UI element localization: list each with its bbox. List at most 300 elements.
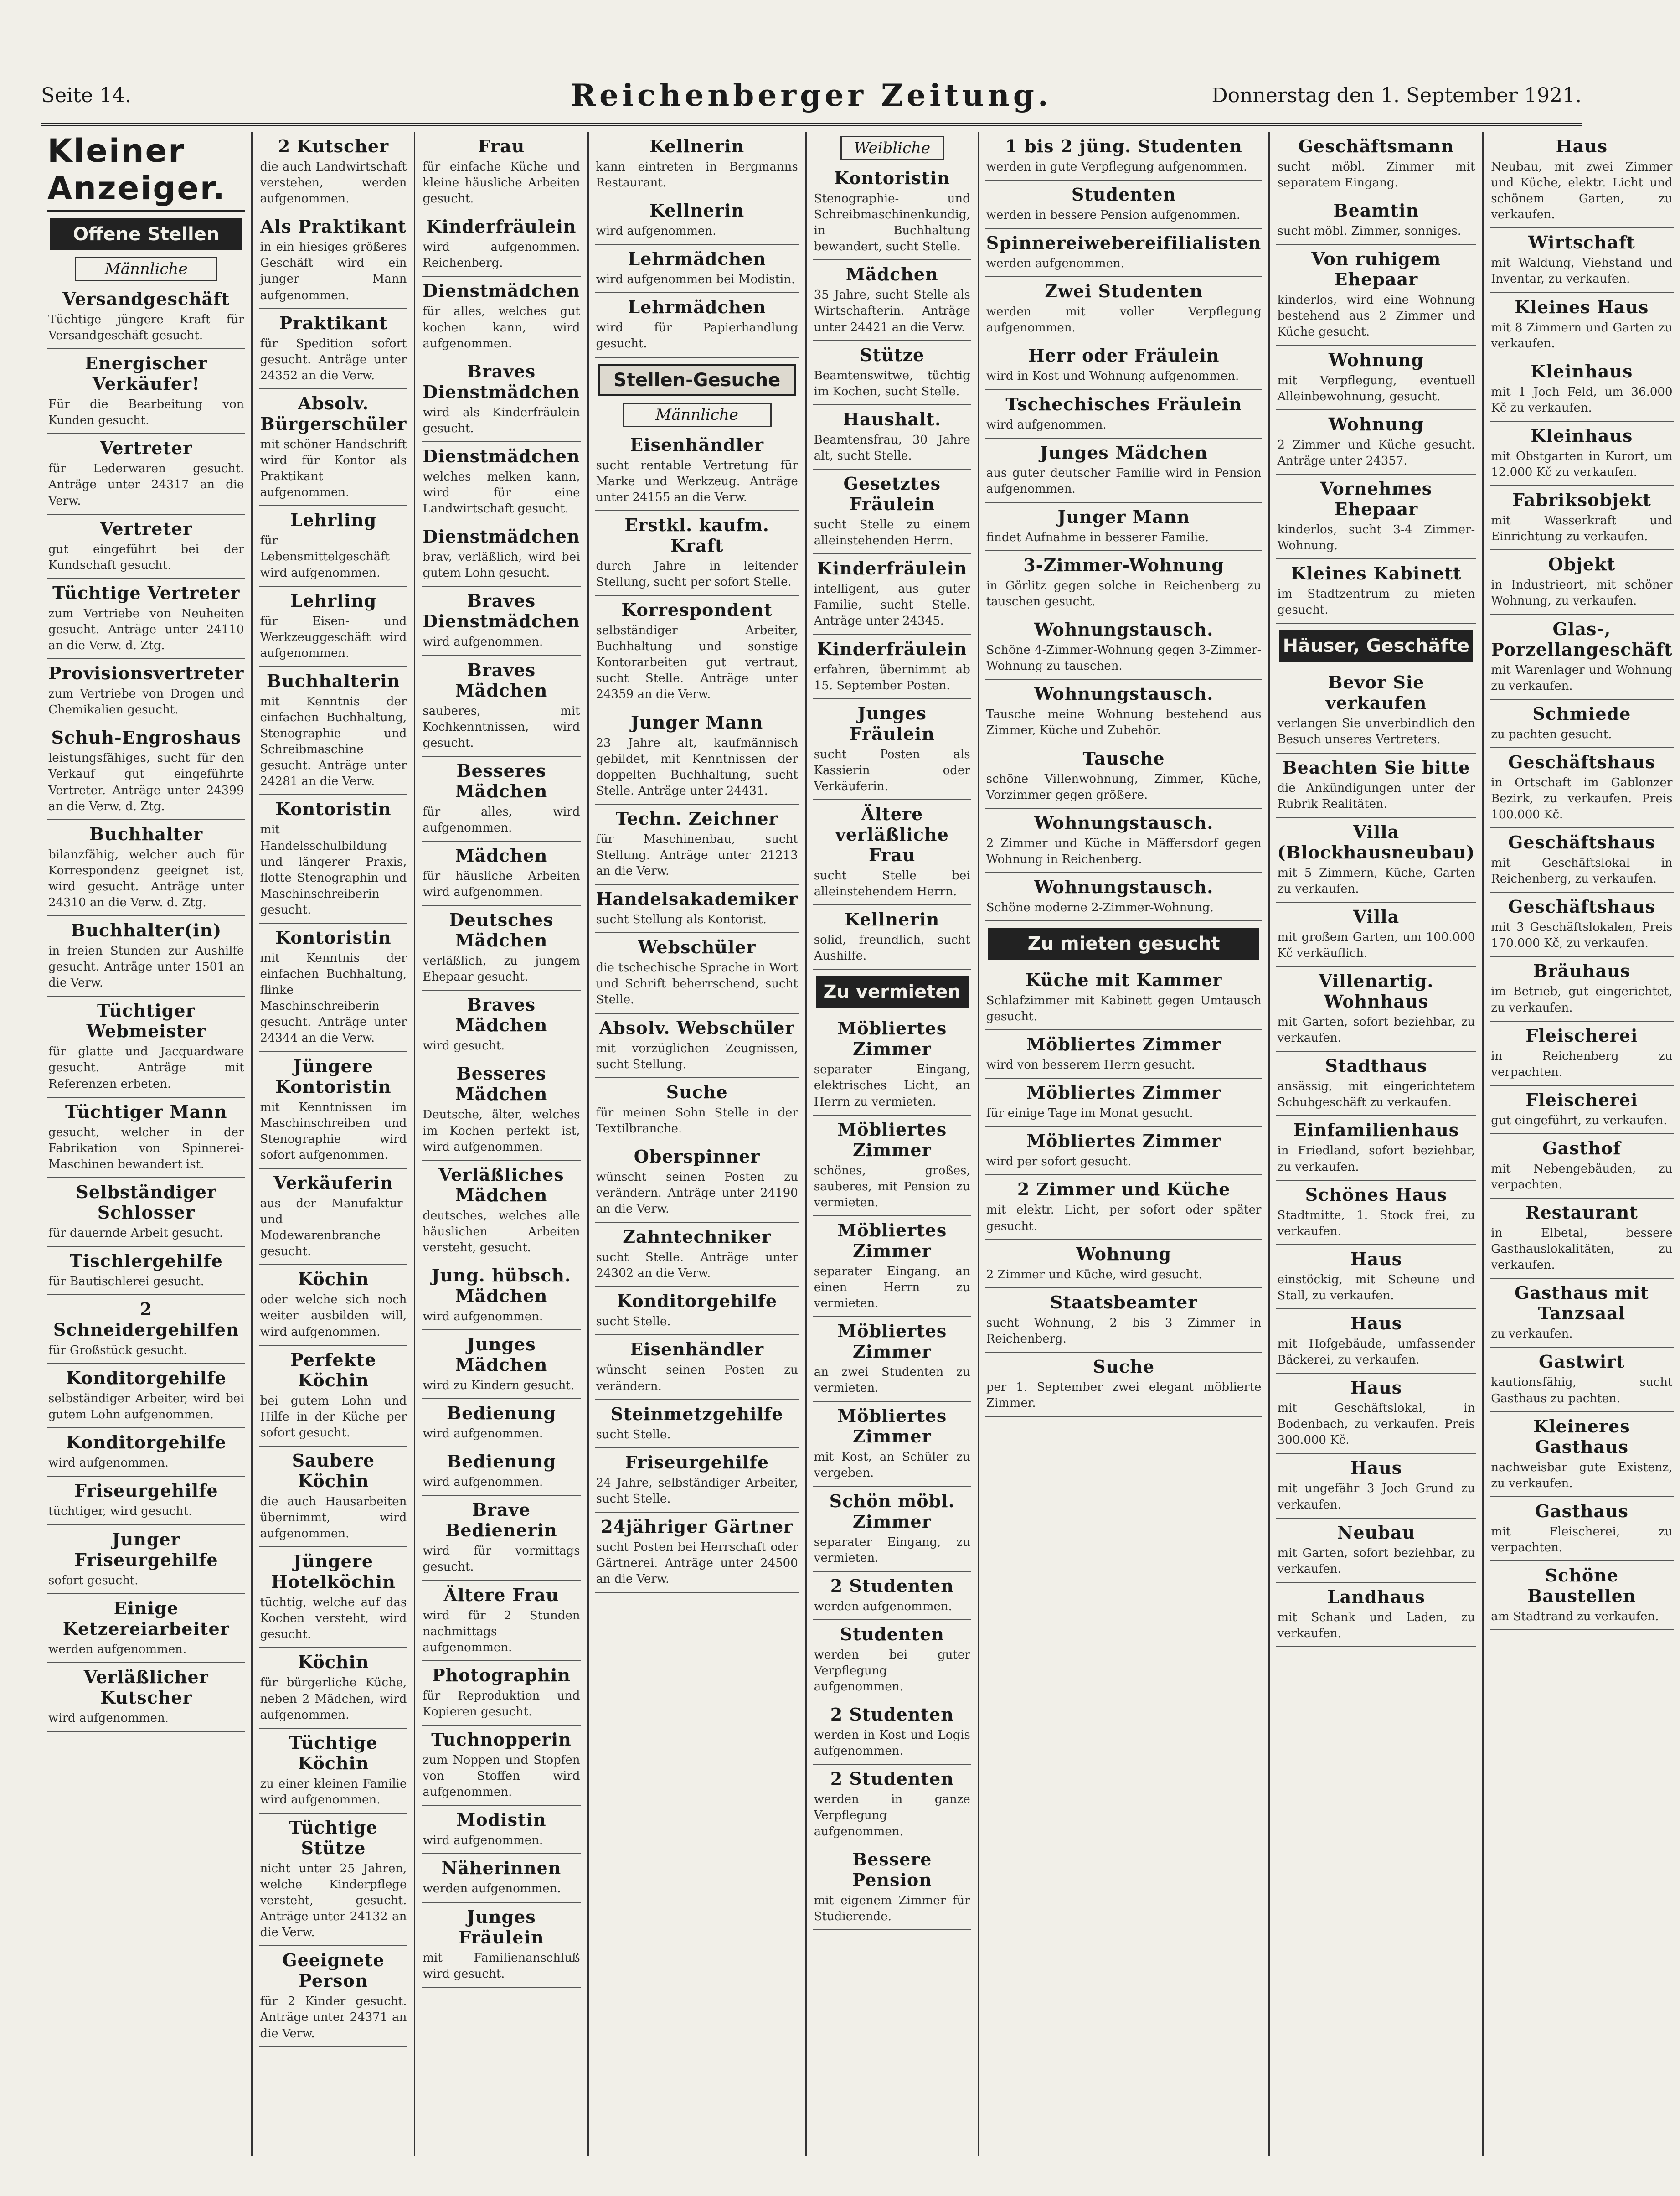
classified-ad (1276, 245, 1476, 346)
ad-text: deutsches, welches alle häuslichen Arbeiten versteht, gesucht. (423, 1209, 580, 1255)
ad-text: sucht Stelle bei alleinstehendem Herrn. (814, 868, 970, 899)
classified-ad (259, 1169, 407, 1265)
ad-text: die auch Landwirtschaft verstehen, werden aufgenommen. (260, 160, 407, 206)
ad-heading: Suche (1093, 1356, 1155, 1377)
classified-ad (813, 1487, 971, 1572)
ad-text: sucht möbl. Zimmer, sonniges. (1277, 224, 1461, 238)
classified-ad (985, 1079, 1263, 1127)
masthead (41, 73, 1582, 126)
ad-heading: Kleineres Gasthaus (1533, 1416, 1630, 1457)
classified-ad (47, 1525, 245, 1594)
ad-heading: Lehrmädchen (628, 248, 766, 269)
ad-text: in Ortschaft im Gablonzer Bezirk, zu verkaufen. Preis 100.000 Kč. (1491, 775, 1673, 822)
section-haeuser-geschaefte: Häuser, Geschäfte (1279, 630, 1473, 662)
classified-ad (47, 1178, 245, 1247)
ad-text: wird für 2 Stunden nachmittags aufgenommen. (423, 1608, 580, 1654)
classified-ad (595, 1078, 799, 1142)
classified-ad (813, 800, 971, 905)
classified-ad (1490, 1022, 1673, 1086)
ad-text: sofort gesucht. (48, 1573, 139, 1587)
classified-ad (985, 966, 1263, 1030)
column-8 (1484, 132, 1680, 2156)
ad-text: leistungsfähiges, sucht für den Verkauf gut eingeführte Vertreter. Anträge unter 24399 an die Verw. d. Ztg. (48, 751, 244, 813)
ad-text: werden aufgenommen. (48, 1642, 187, 1656)
ad-heading: Studenten (1071, 184, 1176, 205)
ad-text: separater Eingang, zu vermieten. (814, 1535, 970, 1565)
ad-heading: Gasthof (1542, 1137, 1621, 1158)
ad-heading: Staatsbeamter (1050, 1292, 1198, 1312)
classified-ad (985, 1030, 1263, 1079)
classified-ad (1276, 903, 1476, 967)
classified-ad (422, 906, 581, 991)
ad-text: 2 Zimmer und Küche gesucht. Anträge unter 24357. (1277, 438, 1475, 468)
subsection-maennliche-2: Männliche (623, 403, 772, 427)
ad-heading: Energischer Verkäufer! (85, 353, 208, 394)
classified-ad (259, 1265, 407, 1345)
classified-ad (813, 1845, 971, 1930)
ad-heading: Geschäftshaus (1508, 751, 1655, 772)
classified-ad (1490, 957, 1673, 1021)
classified-ad (1490, 132, 1673, 228)
ad-heading: Objekt (1548, 554, 1616, 575)
classified-ad (985, 744, 1263, 809)
ad-text: mit Geschäftslokal in Reichenberg, zu verkaufen. (1491, 856, 1673, 886)
ad-heading: Haus (1350, 1457, 1402, 1478)
ad-text: wird aufgenommen. (48, 1456, 169, 1470)
classified-ad (813, 1317, 971, 1402)
classified-ad (985, 1175, 1263, 1240)
ad-heading: Dienstmädchen (423, 526, 580, 547)
ad-text: solid, freundlich, sucht Aushilfe. (814, 933, 970, 963)
ad-text: sucht möbl. Zimmer mit separatem Eingang. (1277, 160, 1475, 190)
ad-text: werden in bessere Pension aufgenommen. (986, 208, 1241, 222)
ad-heading: Konditorgehilfe (66, 1368, 227, 1389)
ad-heading: Junger Mann (631, 712, 763, 733)
ad-heading: Deutsches Mädchen (449, 909, 554, 951)
ad-heading: Zwei Studenten (1045, 281, 1203, 302)
ad-text: die Ankündigungen unter der Rubrik Realitäten. (1277, 781, 1475, 811)
ad-text: für meinen Sohn Stelle in der Textilbranche. (596, 1106, 798, 1136)
ad-text: schöne Villenwohnung, Zimmer, Küche, Vorzimmer gegen größere. (986, 772, 1262, 802)
ad-heading: Kleinhaus (1531, 425, 1633, 446)
ad-heading: Restaurant (1525, 1202, 1638, 1223)
ad-heading: Kinderfräulein (817, 558, 967, 579)
ad-heading: Junges Fräulein (849, 703, 935, 744)
ad-text: mit eigenem Zimmer für Studierende. (814, 1893, 970, 1923)
ad-heading: Möbliertes Zimmer (1026, 1082, 1221, 1103)
ad-text: mit Kost, an Schüler zu vergeben. (814, 1450, 970, 1480)
ad-heading: Villa (Blockhausneubau) (1277, 821, 1475, 863)
ad-heading: Ältere verläßliche Frau (835, 803, 949, 865)
classified-ad (1490, 828, 1673, 893)
classified-ad (259, 1648, 407, 1728)
issue-date: Donnerstag den 1. September 1921. (1211, 84, 1582, 107)
ad-text: für glatte und Jacquardware gesucht. Anträge mit Referenzen erbeten. (48, 1045, 244, 1091)
classified-ad (985, 132, 1263, 181)
classified-ad (1276, 818, 1476, 903)
classified-ad (985, 503, 1263, 551)
ad-text: an zwei Studenten zu vermieten. (814, 1365, 970, 1395)
ad-heading: Wohnung (1076, 1243, 1172, 1264)
classified-ad (47, 1477, 245, 1525)
ad-text: im Betrieb, gut eingerichtet, zu verkaufen. (1491, 985, 1673, 1015)
ad-list (595, 132, 799, 358)
ad-heading: Vornehmes Ehepaar (1320, 478, 1433, 519)
ad-text: Deutsche, älter, welches im Kochen perfekt ist, wird aufgenommen. (423, 1108, 580, 1154)
ad-text: 2 Zimmer und Küche, wird gesucht. (986, 1267, 1202, 1281)
ad-text: kinderlos, sucht 3-4 Zimmer-Wohnung. (1277, 522, 1475, 553)
classified-ad (813, 164, 971, 260)
ad-text: werden aufgenommen. (986, 257, 1124, 271)
classified-ad (813, 405, 971, 470)
classified-ad (47, 1247, 245, 1295)
ad-text: werden aufgenommen. (423, 1882, 561, 1896)
ad-heading: Lehrling (290, 510, 377, 531)
ad-heading: Bräuhaus (1533, 961, 1631, 982)
ad-heading: Buchhalter(in) (71, 920, 222, 941)
ad-heading: Schönes Haus (1305, 1184, 1448, 1205)
ad-heading: Kinderfräulein (426, 216, 577, 237)
ad-text: für Großstück gesucht. (48, 1343, 187, 1358)
section-offene-stellen: Offene Stellen (50, 218, 242, 250)
ad-heading: Brave Bedienerin (445, 1499, 557, 1541)
classified-ad (1276, 1454, 1476, 1518)
classified-ad (1490, 1412, 1673, 1497)
classified-ad (1276, 754, 1476, 818)
ad-text: für bürgerliche Küche, neben 2 Mädchen, wird aufgenommen. (260, 1676, 407, 1722)
ad-heading: Konditorgehilfe (617, 1291, 778, 1312)
classified-ad (813, 905, 971, 970)
classified-ad (595, 431, 799, 511)
ad-text: für alles, welches gut kochen kann, wird aufgenommen. (423, 305, 580, 351)
ad-heading: Jung. hübsch. Mädchen (431, 1265, 572, 1306)
ad-heading: 24jähriger Gärtner (601, 1516, 794, 1537)
section-stellen-gesuche: Stellen-Gesuche (598, 364, 796, 396)
ad-text: Neubau, mit zwei Zimmer und Küche, elektr. Licht und schönem Garten, zu verkaufen. (1491, 160, 1673, 222)
classified-ad (813, 1765, 971, 1845)
ad-text: 23 Jahre alt, kaufmännisch gebildet, mit Kenntnissen der doppelten Buchhaltung, sucht Stelle. Anträge unter 24431. (596, 736, 798, 798)
ad-text: sucht Posten als Kassierin oder Verkäuferin. (814, 747, 970, 793)
ad-heading: Mädchen (845, 264, 938, 285)
classified-ad (1490, 1199, 1673, 1279)
ad-text: selbständiger Arbeiter, Buchhaltung und sonstige Kontorarbeiten gut vertraut, sucht Stelle. Anträge unter 24359 an die Verw. (596, 624, 798, 702)
ad-heading: Landhaus (1327, 1586, 1425, 1607)
ad-heading: 2 Zimmer und Küche (1017, 1179, 1231, 1200)
ad-heading: Bedienung (446, 1451, 556, 1472)
ad-heading: 3-Zimmer-Wohnung (1023, 554, 1224, 575)
ad-text: Stenographie- und Schreibmaschinenkundig, in Buchhaltung bewandert, sucht Stelle. (814, 192, 970, 254)
classified-ad (813, 1216, 971, 1317)
ad-text: Schöne moderne 2-Zimmer-Wohnung. (986, 900, 1214, 915)
classified-ad (1276, 1374, 1476, 1454)
ad-heading: Friseurgehilfe (74, 1480, 218, 1501)
ad-heading: Braves Dienstmädchen (423, 590, 580, 632)
ad-heading: Neubau (1337, 1522, 1416, 1543)
classified-ad (595, 1335, 799, 1400)
ad-text: findet Aufnahme in besserer Familie. (986, 530, 1209, 544)
subsection-maennliche: Männliche (75, 257, 217, 281)
classified-ad (595, 805, 799, 885)
classified-ad (422, 1661, 581, 1726)
ad-text: gut eingeführt, zu verkaufen. (1491, 1113, 1667, 1127)
ad-heading: Ältere Frau (443, 1584, 559, 1605)
ad-text: einstöckig, mit Scheune und Stall, zu verkaufen. (1277, 1272, 1475, 1302)
classified-ad (259, 389, 407, 506)
ad-heading: Dienstmädchen (423, 445, 580, 466)
ad-text: mit Familienanschluß wird gesucht. (423, 1951, 580, 1981)
ad-heading: Kellnerin (845, 909, 940, 930)
ad-text: mit vorzüglichen Zeugnissen, sucht Stellung. (596, 1041, 798, 1071)
ad-text: mit Garten, sofort beziehbar, zu verkaufen. (1277, 1546, 1475, 1576)
classified-ad (1490, 228, 1673, 293)
ad-text: nicht unter 25 Jahren, welche Kinderpflege versteht, gesucht. Anträge unter 24132 an die Verw. (260, 1861, 407, 1940)
ad-heading: Schöne Baustellen (1527, 1565, 1636, 1607)
classified-ad (259, 212, 407, 309)
ad-list (1276, 668, 1476, 1647)
classified-ad (985, 551, 1263, 615)
classified-ad (422, 357, 581, 442)
classified-ad (422, 1059, 581, 1160)
column-3 (415, 132, 588, 2156)
ad-heading: Praktikant (279, 312, 388, 333)
classified-ad (47, 659, 245, 723)
ad-text: für Bautischlerei gesucht. (48, 1275, 205, 1288)
ad-heading: Näherinnen (441, 1858, 562, 1879)
classified-ad (259, 1946, 407, 2047)
classified-ad (259, 1052, 407, 1169)
ad-text: für Eisen- und Werkzeuggeschäft wird aufgenommen. (260, 614, 407, 660)
ad-heading: Verläßlicher Kutscher (83, 1666, 209, 1708)
ad-text: mit Kenntnis der einfachen Buchhaltung, Stenographie und Schreibmaschine gesucht. Anträge unter 24281 an die Verw. (260, 694, 407, 789)
classified-ad (985, 873, 1263, 921)
classified-ad (595, 245, 799, 293)
ad-heading: Buchhalter (89, 823, 203, 844)
ad-heading: Gasthaus mit Tanzsaal (1515, 1282, 1649, 1324)
classified-ad (47, 434, 245, 514)
classified-ad (1490, 293, 1673, 357)
ad-text: schönes, großes, sauberes, mit Pension zu vermieten. (814, 1163, 970, 1209)
ad-heading: Lehrling (290, 590, 377, 611)
section-zu-vermieten: Zu vermieten (816, 976, 969, 1008)
ad-text: mit Warenlager und Wohnung zu verkaufen. (1491, 663, 1673, 693)
classified-ad (985, 1353, 1263, 1417)
ad-list (985, 966, 1263, 1417)
classified-ad (595, 885, 799, 933)
column-7 (1270, 132, 1484, 2156)
ad-heading: Möbliertes Zimmer (1026, 1131, 1221, 1152)
classified-ad (813, 635, 971, 699)
ad-text: mit Kenntnis der einfachen Buchhaltung, flinke Maschinschreiberin gesucht. Anträge unter 24344 an die Verw. (260, 951, 407, 1045)
ad-text: 24 Jahre, selbständiger Arbeiter, sucht Stelle. (596, 1476, 798, 1506)
ad-text: aus guter deutscher Familie wird in Pension aufgenommen. (986, 466, 1262, 496)
ad-heading: Erstkl. kaufm. Kraft (624, 514, 769, 556)
classified-ad (1490, 1279, 1673, 1348)
ad-heading: Gasthaus (1535, 1500, 1629, 1521)
ad-heading: Stadthaus (1325, 1055, 1427, 1076)
ad-heading: 2 Studenten (830, 1768, 954, 1789)
ad-heading: Bedienung (446, 1403, 556, 1424)
ad-heading: Möbliertes Zimmer (837, 1119, 947, 1160)
ad-heading: Braves Mädchen (455, 659, 548, 701)
ad-heading: Zahntechniker (623, 1226, 771, 1247)
ad-heading: Lehrmädchen (628, 297, 766, 318)
ad-text: mit 1 Joch Feld, um 36.000 Kč zu verkaufen. (1491, 385, 1673, 415)
classified-ad (47, 1364, 245, 1428)
ad-heading: Verkäuferin (273, 1172, 393, 1193)
classified-ad (47, 285, 245, 349)
classified-ad (422, 442, 581, 522)
classified-ad (422, 1806, 581, 1854)
classified-ad (259, 309, 407, 389)
ad-text: selbständiger Arbeiter, wird bei gutem Lohn aufgenommen. (48, 1392, 244, 1422)
ad-text: mit Garten, sofort beziehbar, zu verkaufen. (1277, 1015, 1475, 1045)
ad-text: Stadtmitte, 1. Stock frei, zu verkaufen. (1277, 1208, 1475, 1238)
classified-ad (595, 1448, 799, 1513)
ad-heading: Kleines Haus (1515, 296, 1649, 317)
ad-text: am Stadtrand zu verkaufen. (1491, 1610, 1659, 1624)
ad-text: mit Hofgebäude, umfassender Bäckerei, zu verkaufen. (1277, 1337, 1475, 1367)
classified-ad (259, 1447, 407, 1547)
classified-ad (422, 1261, 581, 1330)
ad-heading: Braves Mädchen (455, 994, 548, 1036)
ad-heading: Köchin (298, 1269, 369, 1290)
ad-text: mit ungefähr 3 Joch Grund zu verkaufen. (1277, 1482, 1475, 1512)
ad-text: in freien Stunden zur Aushilfe gesucht. Anträge unter 1501 an die Verw. (48, 944, 244, 990)
classified-ad (422, 1161, 581, 1261)
ad-text: sucht Wohnung, 2 bis 3 Zimmer in Reichenberg. (986, 1316, 1262, 1346)
classified-ad (47, 349, 245, 434)
classified-ad (1490, 357, 1673, 422)
classified-ad (1276, 1519, 1476, 1583)
ad-text: die auch Hausarbeiten übernimmt, wird aufgenommen. (260, 1494, 407, 1541)
ad-heading: Glas-, Porzellangeschäft (1491, 618, 1673, 660)
ad-heading: Kontoristin (275, 927, 392, 948)
classified-ad (1490, 486, 1673, 550)
ad-heading: 2 Schneidergehilfen (53, 1299, 239, 1340)
ad-heading: Tschechisches Fräulein (1005, 393, 1242, 414)
ad-text: gesucht, welcher in der Fabrikation von Spinnerei-Maschinen bewandert ist. (48, 1125, 244, 1171)
classified-ad (1490, 1348, 1673, 1412)
ad-text: mit Geschäftslokal, in Bodenbach, zu verkaufen. Preis 300.000 Kč. (1277, 1401, 1475, 1447)
classified-ad (595, 1014, 799, 1078)
classified-ad (985, 1240, 1263, 1288)
classified-ad (595, 293, 799, 357)
ad-heading: Herr oder Fräulein (1028, 345, 1220, 366)
ad-text: gut eingeführt bei der Kundschaft gesucht. (48, 542, 244, 572)
ad-heading: Wohnungstausch. (1034, 876, 1214, 897)
classified-ad (47, 1295, 245, 1364)
classified-ad (1490, 1497, 1673, 1561)
classified-ad (422, 1399, 581, 1447)
classified-ad (985, 341, 1263, 390)
ad-text: wird gesucht. (423, 1039, 505, 1053)
ad-text: bei gutem Lohn und Hilfe in der Küche per sofort gesucht. (260, 1394, 407, 1440)
classified-ad (813, 1116, 971, 1216)
ad-text: durch Jahre in leitender Stellung, sucht per sofort Stelle. (596, 559, 798, 589)
ad-text: mit Obstgarten in Kurort, um 12.000 Kč zu verkaufen. (1491, 449, 1673, 480)
ad-heading: Beamtin (1333, 200, 1419, 221)
ad-text: zum Vertriebe von Drogen und Chemikalien gesucht. (48, 687, 244, 717)
classified-ad (259, 795, 407, 924)
ad-text: werden in ganze Verpflegung aufgenommen. (814, 1793, 970, 1839)
ad-text: in Friedland, sofort beziehbar, zu verkaufen. (1277, 1144, 1475, 1174)
classified-ad (813, 699, 971, 800)
ad-heading: Provisionsvertreter (48, 663, 244, 684)
classified-ad (422, 1447, 581, 1496)
classified-ad (1490, 893, 1673, 957)
classified-ad (595, 132, 799, 196)
classified-ad (813, 1700, 971, 1765)
ad-text: für alles, wird aufgenommen. (423, 805, 580, 835)
classified-ad (813, 341, 971, 405)
classified-ad (813, 554, 971, 635)
classified-ad (595, 708, 799, 805)
ad-text: brav, verläßlich, wird bei gutem Lohn gesucht. (423, 550, 580, 580)
ad-heading: Tischlergehilfe (69, 1250, 223, 1271)
ad-list (422, 132, 581, 1988)
ad-heading: Wirtschaft (1528, 232, 1635, 253)
classified-ad (422, 587, 581, 656)
classified-ad (985, 809, 1263, 873)
ad-text: sauberes, mit Kochkenntnissen, wird gesucht. (423, 704, 580, 750)
ad-heading: Oberspinner (634, 1146, 760, 1167)
ad-text: mit 8 Zimmern und Garten zu verkaufen. (1491, 320, 1673, 351)
ad-heading: Kontoristin (834, 168, 950, 188)
classifieds-columns (41, 132, 1673, 2156)
classified-ad (47, 1098, 245, 1178)
classified-ad (422, 656, 581, 757)
ad-heading: Versandgeschäft (62, 289, 230, 309)
classified-ad (47, 723, 245, 820)
ad-text: werden aufgenommen. (814, 1599, 952, 1613)
classified-ad (1490, 1134, 1673, 1199)
classified-ad (813, 1402, 971, 1487)
ad-text: sucht Stellung als Kontorist. (596, 913, 767, 927)
ad-text: wird aufgenommen. (596, 224, 716, 238)
ad-heading: Absolv. Bürgerschüler (260, 393, 407, 434)
column-4 (589, 132, 807, 2156)
ad-text: 35 Jahre, sucht Stelle als Wirtschafterin. Anträge unter 24421 an die Verw. (814, 288, 970, 334)
classified-ad (259, 667, 407, 796)
classified-ad (813, 1014, 971, 1115)
subsection-weibliche: Weibliche (840, 136, 944, 160)
page-number: Seite 14. (41, 84, 131, 107)
ad-text: in Elbetal, bessere Gasthauslokalitäten, zu verkaufen. (1491, 1226, 1673, 1272)
classified-ad (813, 1620, 971, 1700)
classified-ad (1490, 748, 1673, 828)
classified-ad (1276, 1245, 1476, 1309)
ad-heading: Techn. Zeichner (615, 808, 778, 829)
ad-text: im Stadtzentrum zu mieten gesucht. (1277, 587, 1475, 617)
ad-heading: Villenartig. Wohnhaus (1319, 971, 1434, 1012)
classified-ad (595, 933, 799, 1013)
ad-heading: Stütze (860, 344, 925, 365)
ad-heading: Kontoristin (275, 799, 392, 820)
ad-heading: Jüngere Kontoristin (275, 1055, 392, 1097)
column-2 (253, 132, 415, 2156)
classified-ad (985, 277, 1263, 341)
ad-heading: Geschäftshaus (1508, 832, 1655, 853)
ad-heading: Tüchtige Stütze (289, 1817, 378, 1858)
ad-text: zu verkaufen. (1491, 1327, 1573, 1341)
ad-text: wird aufgenommen. (48, 1711, 169, 1725)
column-6 (979, 132, 1270, 2156)
classified-ad (1276, 346, 1476, 410)
classified-ad (1276, 410, 1476, 475)
ad-heading: Möbliertes Zimmer (837, 1321, 947, 1362)
classified-ad (985, 1288, 1263, 1353)
ad-list (813, 164, 971, 970)
